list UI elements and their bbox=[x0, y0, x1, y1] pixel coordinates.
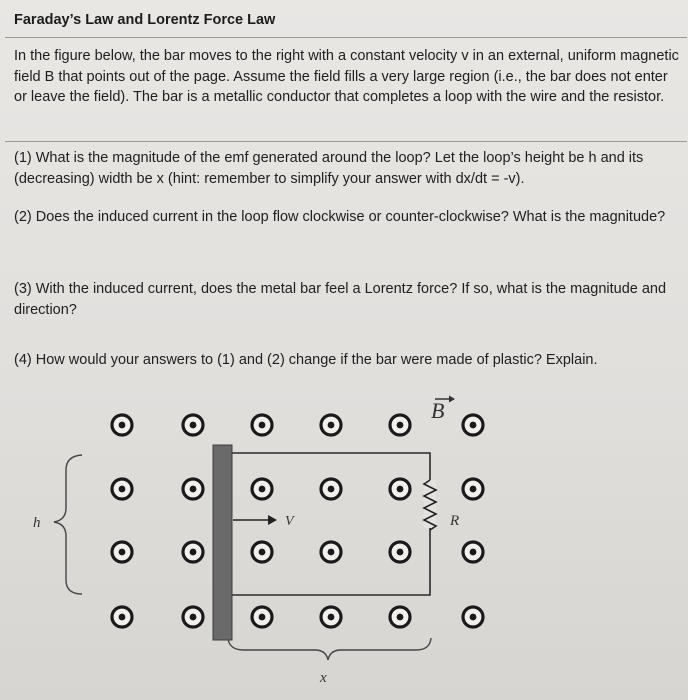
field-dot-icon bbox=[321, 607, 341, 627]
field-dot-icon bbox=[112, 479, 132, 499]
field-dot-icon bbox=[390, 542, 410, 562]
question-1: (1) What is the magnitude of the emf generated around the loop? Let the loop’s height be h and its (decreasing) width be x (hint: remember to simplify your answer with dx/dt = -v). bbox=[14, 150, 644, 187]
field-dot-icon bbox=[321, 415, 341, 435]
field-dot-icon bbox=[390, 479, 410, 499]
question-4: (4) How would your answers to (1) and (2) change if the bar were made of plastic? Explain. bbox=[14, 352, 598, 368]
field-dot-icon bbox=[183, 607, 203, 627]
field-dot-icon bbox=[463, 415, 483, 435]
field-dot-icon bbox=[183, 542, 203, 562]
width-brace bbox=[228, 638, 431, 660]
height-label: h bbox=[33, 515, 41, 531]
problem-intro: In the figure below, the bar moves to the right with a constant velocity v in an external, uniform magnetic field B that points out of the page. Assume the field fills a very large region (i.e., the bar does not enter or leave the field). The bar is a metallic conductor that completes a loop with the wire and the resistor. bbox=[14, 48, 679, 105]
field-dot-icon bbox=[321, 542, 341, 562]
loop-wire bbox=[213, 453, 430, 595]
question-2: (2) Does the induced current in the loop flow clockwise or counter-clockwise? What is the magnitude? bbox=[14, 209, 666, 225]
field-dot-icon bbox=[183, 415, 203, 435]
velocity-arrow-icon bbox=[268, 515, 277, 525]
field-dot-icon bbox=[252, 607, 272, 627]
field-dot-icon bbox=[390, 607, 410, 627]
height-brace bbox=[54, 455, 82, 594]
width-label: x bbox=[320, 670, 327, 686]
field-dot-icon bbox=[321, 479, 341, 499]
metal-bar bbox=[213, 445, 232, 640]
field-dot-icon bbox=[463, 542, 483, 562]
field-dot-icon bbox=[252, 415, 272, 435]
resistor-label: R bbox=[450, 513, 460, 529]
field-label: B bbox=[431, 398, 445, 423]
field-vector-arrowhead bbox=[449, 396, 455, 403]
field-dot-icon bbox=[463, 607, 483, 627]
velocity-label: V bbox=[285, 514, 294, 529]
field-dot-icon bbox=[112, 415, 132, 435]
field-dot-icon bbox=[390, 415, 410, 435]
field-dot-icon bbox=[252, 542, 272, 562]
page-title: Faraday’s Law and Lorentz Force Law bbox=[14, 12, 276, 28]
field-dot-icon bbox=[183, 479, 203, 499]
field-dot-icon bbox=[112, 607, 132, 627]
question-3: (3) With the induced current, does the metal bar feel a Lorentz force? If so, what is the magnitude and direction? bbox=[14, 281, 667, 318]
field-dot-icon bbox=[112, 542, 132, 562]
field-dot-icon bbox=[252, 479, 272, 499]
field-dot-icon bbox=[463, 479, 483, 499]
